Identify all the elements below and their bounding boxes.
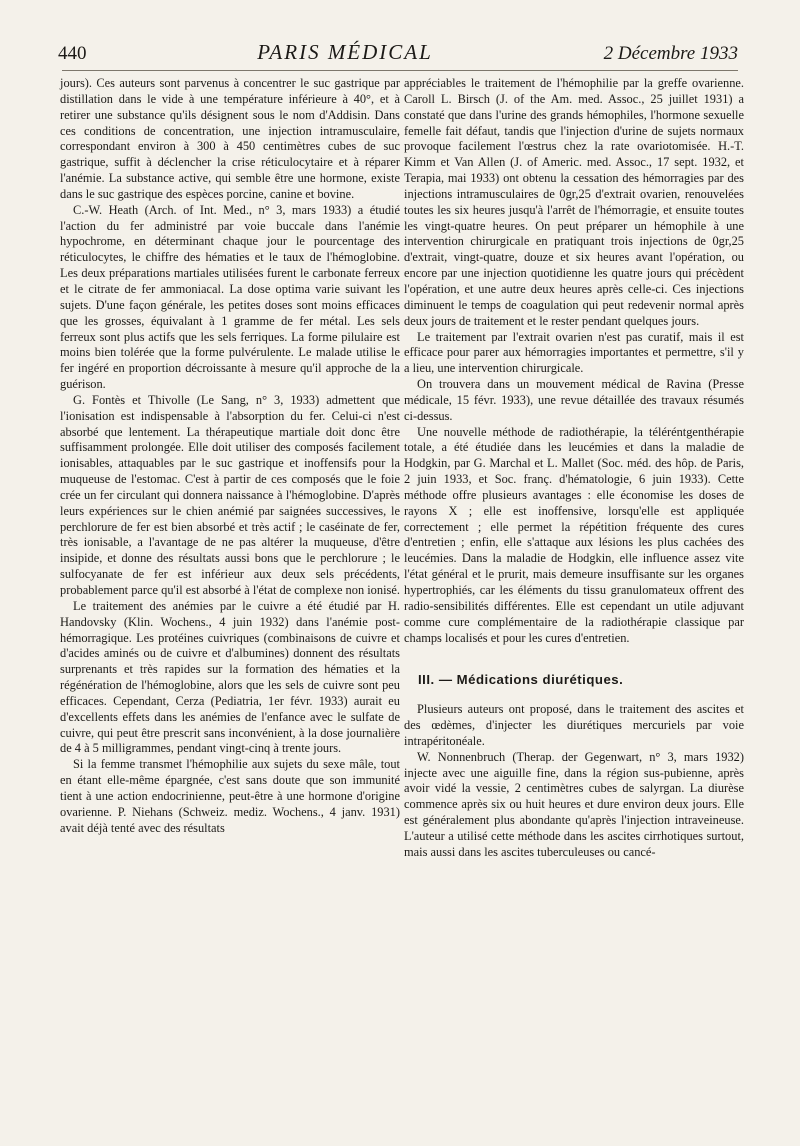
page-number: 440 <box>58 43 87 64</box>
journal-title: PARIS MÉDICAL <box>257 40 433 64</box>
paragraph: Plusieurs auteurs ont proposé, dans le traitement des ascites et des œdèmes, d'injecter les diurétiques mercuriels par voie intrapéritonéale. <box>404 702 744 748</box>
running-header <box>58 40 738 68</box>
paragraph: Le traitement par l'extrait ovarien n'est pas curatif, mais il est efficace pour parer aux hémorragies importantes et permettre, s'il y a lieu, une intervention chirurgicale. <box>404 329 744 376</box>
right-column <box>404 76 744 861</box>
paragraph: On trouvera dans un mouvement médical de Ravina (Presse médicale, 15 févr. 1933), une revue détaillée des travaux résumés ci-dessus. <box>404 377 744 423</box>
issue-date: 2 Décembre 1933 <box>603 43 738 64</box>
paragraph: C.-W. Heath (Arch. of Int. Med., n° 3, mars 1933) a étudié l'action du fer administré par voie buccale dans l'anémie hypochrome, en déterminant chaque jour le pourcentage des réticulocytes, le chiffre des hématies et le taux de l'hémoglobine. Les deux préparations martiales utilisées furent le carbonate ferreux et le citrate de fer ammoniacal. La dose optima varie suivant les sujets. D'une façon générale, les petites doses sont moins efficaces que les grosses, équivalant à 1 gramme de fer métal. Les sels ferreux sont plus actifs que les sels ferriques. La forme pilulaire est moins bien tolérée que la forme pulvérulente. Le malade utilise le fer ingéré en proportion décroissante à mesure qu'il approche de la guérison. <box>60 202 400 392</box>
paragraph: appréciables le traitement de l'hémophilie par la greffe ovarienne. Caroll L. Birsch (J. of the Am. med. Assoc., 25 juillet 1931) a constaté que dans l'urine des grands hémophiles, l'hormone sexuelle femelle fait défaut, tandis que l'injection d'urine de sujets normaux provoque facilement l'œstrus chez la rate ovariotomisée. H.-T. Kimm et Van Allen (J. of Americ. med. Assoc., 17 sept. 1932, et Terapia, mai 1933) ont obtenu la cessation des hémorragies par des injections intramusculaires de 0gr,25 d'extrait ovarien, renouvelées toutes les six heures jusqu'à l'arrêt de l'hémorragie, et ensuite toutes les vingt-quatre heures. On peut préparer un hémophile à une intervention chirurgicale en pratiquant trois injections de 0gr,25 d'extrait, vingt-quatre, douze et six heures avant l'opération, ou encore par une injection quotidienne les quatre jours qui précèdent l'opération, et une autre deux heures après celle-ci. Ces injections diminuent le temps de coagulation qui peut redevenir normal après deux jours de traitement et le rester pendant quelques jours. <box>404 76 744 328</box>
section-heading: III. — Médications diurétiques. <box>418 672 624 688</box>
paragraph: Le traitement des anémies par le cuivre a été étudié par H. Handovsky (Klin. Wochens., 4 juin 1932) dans l'anémie post-hémorragique. Les protéines cuivriques (combinaisons de cuivre et d'acides aminés ou de cuivre et d'albumines) donnent des résultats surprenants et très rapides sur la formation des hématies et la régénération de l'hémoglobine, alors que les sels de cuivre sont peu efficaces. Cependant, Cerza (Pediatria, 1er févr. 1933) aurait eu d'excellents effets dans les anémies de l'enfance avec le sulfate de cuivre, qui peut être prescrit sans inconvénient, à la dose journalière de 4 à 5 milligrammes, pendant vingt-cinq à trente jours. <box>60 598 400 756</box>
left-column <box>60 76 400 837</box>
paragraph: Une nouvelle méthode de radiothérapie, la téléréntgenthérapie totale, a été étudiée dans les leucémies et dans la maladie de Hodgkin, par G. Marchal et L. Mallet (Soc. méd. des hôp. de Paris, 2 juin 1933, et Soc. franç. d'hématologie, 6 juin 1933). Cette méthode offre plusieurs avantages : elle économise les doses de rayons X ; elle est inoffensive, lorsqu'elle est appliquée correctement ; elle permet la répétition fréquente des cures d'entretien ; enfin, elle s'attaque aux lésions les plus cachées des leucémies. Dans la maladie de Hodgkin, elle influence assez vite l'état général et le prurit, mais demeure insuffisante sur les organes hypertrophiés, car les éléments du tissu granulomateux offrent des radio-sensibilités différentes. Elle est cependant un utile adjuvant comme cure complémentaire de la radiothérapie classique par champs localisés et pour les cures d'entretien. <box>404 424 744 645</box>
paragraph: G. Fontès et Thivolle (Le Sang, n° 3, 1933) admettent que l'ionisation est indispensable à l'absorption du fer. Celui-ci n'est absorbé que lentement. La thérapeutique martiale doit donc être suffisamment prolongée. Elle doit utiliser des composés facilement ionisables, attaquables par le suc gastrique et inoffensifs pour la muqueuse de l'estomac. C'est à partir de ces composés que le foie crée un fer circulant qui donnera naissance à l'hémoglobine. D'après leurs expériences sur le chien anémié par saignées successives, le perchlorure de fer est bien absorbé et très actif ; le caséinate de fer, très ionisable, a l'avantage de ne pas altérer la muqueuse, d'être insipide, et donne des résultats aussi bons que le perchlorure ; le sulfocyanate de fer est inférieur aux deux sels précédents, probablement parce qu'il est absorbé à l'état de complexe non ionisé. <box>60 392 400 597</box>
paragraph: W. Nonnenbruch (Therap. der Gegenwart, n° 3, mars 1932) injecte avec une aiguille fine, dans la région sus-pubienne, après avoir vidé la vessie, 2 centimètres cubes de salyrgan. La diurèse commence après six ou huit heures et dure environ deux jours. Elle est généralement plus abondante qu'après l'injection intraveineuse. L'auteur a utilisé cette méthode dans les ascites cirrhotiques surtout, mais aussi dans les ascites tuberculeuses ou cancé- <box>404 749 744 859</box>
paragraph: jours). Ces auteurs sont parvenus à concentrer le suc gastrique par distillation dans le vide à une température inférieure à 40°, et à retirer une substance qu'ils désignent sous le nom d'Addisin. Dans ces conditions de concentration, une injection intramusculaire, correspondant environ à 300 à 450 centimètres cubes de suc gastrique, suffit à déclencher la crise réticulocytaire et à réparer l'anémie. La substance active, qui semble être une hormone, existe dans le suc gastrique des espèces porcine, canine et bovine. <box>60 76 400 201</box>
header-rule <box>62 70 738 71</box>
paragraph: Si la femme transmet l'hémophilie aux sujets du sexe mâle, tout en étant elle-même épargnée, c'est sans doute que son immunité tient à une action endocrinienne, peut-être à une hormone d'origine ovarienne. P. Niehans (Schweiz. mediz. Wochens., 4 janv. 1931) avait déjà tenté avec des résultats <box>60 757 400 835</box>
